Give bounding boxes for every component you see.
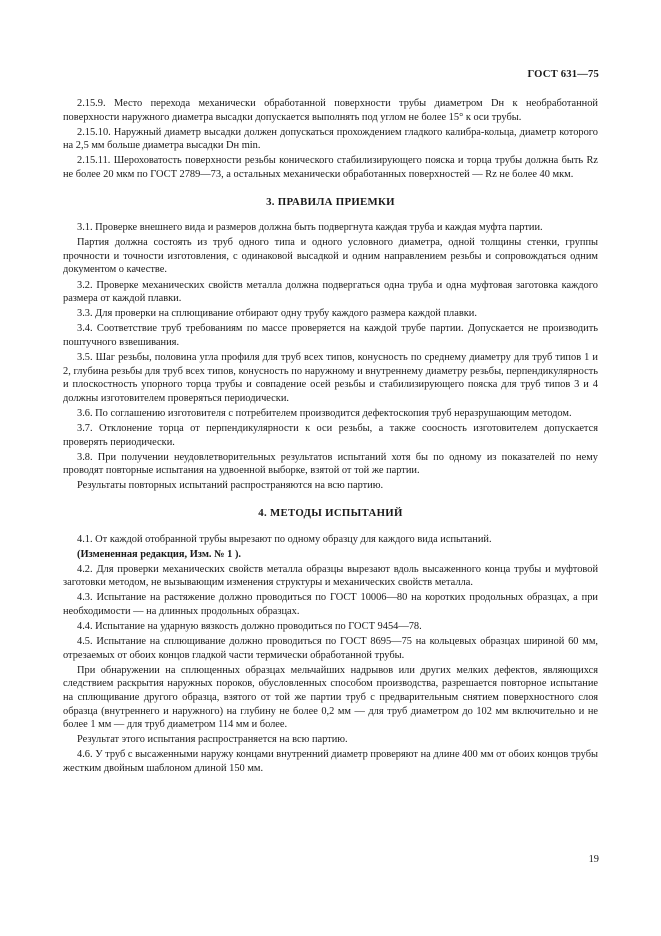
paragraph-4-5-defects: При обнаружении на сплющенных образцах мельчайших надрывов или других мелких дефектов, являющихся следствием раскрытия наружных пороков, обусловленных способом производства, разрешается повторное испытание на сплющивание другого образца, взятого от той же партии труб с предварительным снятием поверхностного слоя образца (внутреннего и наружного) на глубину не более 0,2 мм — для труб диаметром до 102 мм включительно и не более 1 мм — для труб диаметром 114 мм и более. [63,664,598,731]
section-3-title: 3. ПРАВИЛА ПРИЕМКИ [266,195,395,208]
paragraph-4-3: 4.3. Испытание на растяжение должно проводиться по ГОСТ 10006—80 на коротких продольных образцах, а при необходимости — на длинных продольных образцах. [63,592,598,617]
paragraph-3-4: 3.4. Соответствие труб требованиям по массе проверяется на каждой трубе партии. Допускается не производить поштучного взвешивания. [63,323,598,348]
paragraph-3-8: 3.8. При получении неудовлетворительных результатов испытаний хотя бы по одному из показателей по нему проводят повторные испытания на удвоенной выборке, взятой от той же партии. [63,451,598,477]
paragraph-4-1: 4.1. От каждой отобранной трубы вырезают по одному образцу для каждого вида испытаний. [77,533,492,545]
paragraph-3-5: 3.5. Шаг резьбы, половина угла профиля для труб всех типов, конусность по среднему диаметру для труб типов 1 и 2, глубина резьбы для труб всех типов, конусность по наружному и внутреннему диаметру резьбы, перпендикулярность и плоскостность упорного торца трубы и совпадение осей резьбы и стабилизирующего пояска для труб типов 3 и 4 должны изготовителем проверяться периодически. [63,352,598,404]
document-body [63,97,598,777]
paragraph-4-5-result: Результат этого испытания распространяется на всю партию. [77,734,348,746]
paragraph-4-6: 4.6. У труб с высаженными наружу концами внутренний диаметр проверяют на длине 400 мм от обоих концов трубы жестким двойным шаблоном длиной 150 мм. [63,749,598,775]
paragraph-3-3: 3.3. Для проверки на сплющивание отбирают одну трубу каждого размера каждой плавки. [77,308,477,320]
paragraph-3-1: 3.1. Проверке внешнего вида и размеров должна быть подвергнута каждая труба и каждая муфта партии. [77,222,543,234]
paragraph-4-2: 4.2. Для проверки механических свойств металла образцы вырезают вдоль высаженного конца трубы и муфтовой заготовки методом, не вызывающим изменения структуры и механических свойств металла. [63,563,598,589]
section-4-title: 4. МЕТОДЫ ИСПЫТАНИЙ [258,506,403,519]
standard-header: ГОСТ 631—75 [527,69,599,80]
paragraph-2-15-10: 2.15.10. Наружный диаметр высадки должен допускаться прохождением гладкого калибра-кольца, диаметр которого на 2,5 мм больше диаметра высадки Dн min. [63,126,598,152]
paragraph-4-4: 4.4. Испытание на ударную вязкость должно проводиться по ГОСТ 9454—78. [77,621,422,633]
paragraph-3-8-results: Результаты повторных испытаний распространяются на всю партию. [77,480,384,492]
paragraph-3-7: 3.7. Отклонение торца от перпендикулярности к оси резьбы, а также соосность изготовителем допускается проверять периодически. [63,422,598,448]
revision-note: (Измененная редакция, Изм. № 1 ). [77,548,242,560]
paragraph-3-1-lot: Партия должна состоять из труб одного типа и одного условного диаметра, одной толщины стенки, группы прочности и точности изготовления, с одинаковой высадкой и одним направлением резьбы и сопровождаться одним документом о качестве. [63,237,598,276]
paragraph-3-6: 3.6. По соглашению изготовителя с потребителем производится дефектоскопия труб неразрушающим методом. [77,407,572,419]
page-number: 19 [588,854,599,865]
paragraph-4-5: 4.5. Испытание на сплющивание должно проводиться по ГОСТ 8695—75 на кольцевых образцах шириной 60 мм, отрезаемых от обоих концов гладкой части термически обработанной трубы. [63,636,598,661]
paragraph-2-15-11: 2.15.11. Шероховатость поверхности резьбы конического стабилизирующего пояска и торца трубы должна быть Rz не более 20 мкм по ГОСТ 2789—73, а остальных механически обработанных поверхностей — Rz не более 40 мкм. [63,155,598,180]
paragraph-3-2: 3.2. Проверке механических свойств металла должна подвергаться одна труба и одна муфтовая заготовка каждого размера от каждой плавки. [63,279,598,305]
paragraph-2-15-9: 2.15.9. Место перехода механически обработанной поверхности трубы диаметром Dн к необработанной поверхности наружного диаметра высадки допускается выполнять под углом не более 15° к оси трубы. [63,98,598,123]
